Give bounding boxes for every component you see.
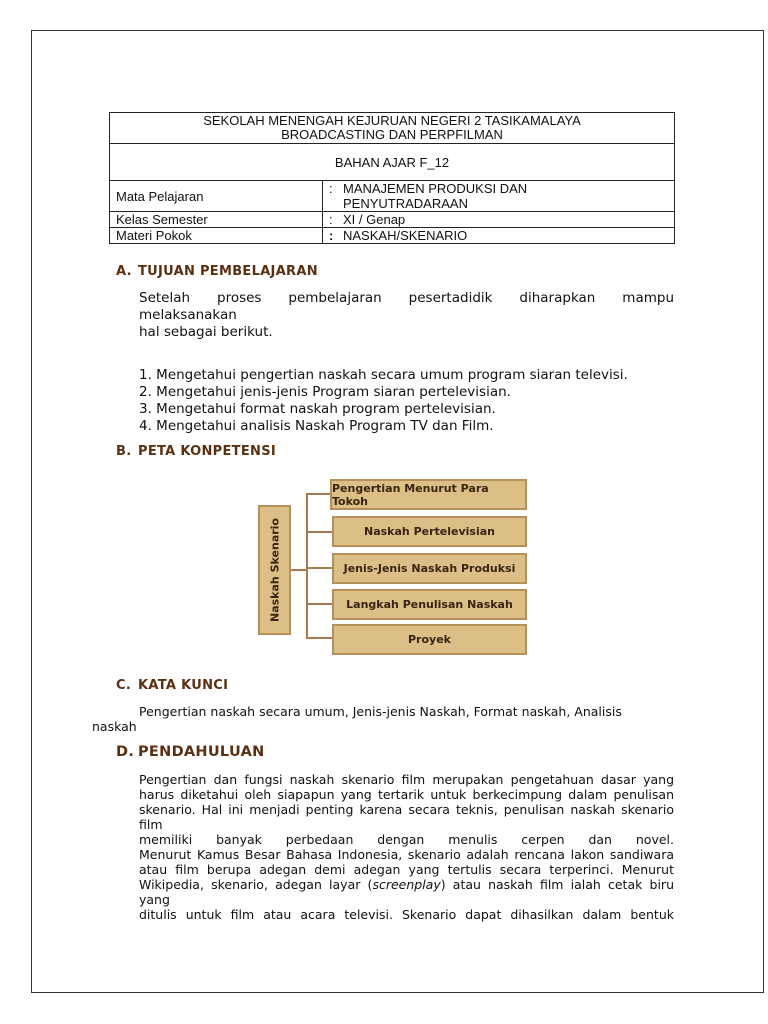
paragraph-line: harus diketahui oleh siapapun yang tertarik untuk berkecimpung dalam penulisan xyxy=(139,787,674,802)
connector-line xyxy=(306,567,332,569)
intro-line: hal sebagai berikut. xyxy=(139,324,273,340)
row-value: NASKAH/SKENARIO xyxy=(343,228,468,243)
section-letter: B. xyxy=(116,444,132,459)
school-name: SEKOLAH MENENGAH KEJURUAN NEGERI 2 TASIKAMALAYA xyxy=(203,113,581,128)
connector-line xyxy=(291,569,307,571)
paragraph-line: atau film berupa adegan demi adegan yang tertulis secara terperinci. Menurut xyxy=(139,862,674,877)
diagram-root-label: Naskah Skenario xyxy=(268,518,281,622)
doc-title: BAHAN AJAR F_12 xyxy=(334,154,450,170)
section-d-heading xyxy=(116,744,265,760)
diagram-branch-label: Jenis-Jenis Naskah Produksi xyxy=(343,562,516,575)
row-sep: : xyxy=(329,212,333,227)
diagram-branch-label: Pengertian Menurut Para Tokoh xyxy=(332,481,489,508)
section-letter: D. xyxy=(116,744,135,760)
intro-line: Setelah proses pembelajaran pesertadidik diharapkan mampu xyxy=(139,290,674,306)
intro-paragraph xyxy=(139,772,674,922)
section-title: PETA KONPETENSI xyxy=(138,444,277,459)
keywords-line-cont: naskah xyxy=(92,719,137,734)
doc-title-cell xyxy=(110,144,675,181)
section-title: KATA KUNCI xyxy=(138,678,229,693)
section-title: PENDAHULUAN xyxy=(138,744,265,760)
row-sep: : xyxy=(329,181,333,196)
school-cell xyxy=(110,113,675,144)
connector-line xyxy=(306,531,332,533)
paragraph-line: ditulis untuk film atau acara televisi. Skenario dapat dihasilkan dalam bentuk xyxy=(139,907,674,922)
connector-line xyxy=(306,493,332,495)
keywords-line: Pengertian naskah secara umum, Jenis-jenis Naskah, Format naskah, Analisis xyxy=(139,704,622,719)
list-item: 4. Mengetahui analisis Naskah Program TV dan Film. xyxy=(139,418,494,434)
diagram-root-box xyxy=(258,505,291,635)
section-letter: C. xyxy=(116,678,132,693)
section-a-heading xyxy=(116,264,318,279)
section-title: TUJUAN PEMBELAJARAN xyxy=(138,264,318,279)
row-label-cell xyxy=(110,212,323,228)
diagram-branch-label: Proyek xyxy=(408,633,451,646)
row-sep: : xyxy=(329,228,334,243)
section-c-heading xyxy=(116,678,228,693)
row-value-cell xyxy=(323,228,675,244)
row-label-cell xyxy=(110,181,323,212)
italic-term: screenplay xyxy=(372,877,441,892)
paragraph-line: yang xyxy=(139,892,170,907)
paragraph-line: memiliki banyak perbedaan dengan menulis cerpen dan novel. xyxy=(139,832,674,847)
text-run: ) atau naskah film ialah cetak biru xyxy=(440,877,674,892)
header-table xyxy=(109,112,675,244)
row-value-cont: PENYUTRADARAAN xyxy=(343,196,468,211)
objectives-list xyxy=(139,367,679,435)
intro-line: melaksanakan xyxy=(139,307,237,323)
diagram-branch-box xyxy=(332,516,527,547)
row-value: MANAJEMEN PRODUKSI DAN xyxy=(343,181,528,196)
row-label: Materi Pokok xyxy=(116,228,192,243)
diagram-branch-label: Langkah Penulisan Naskah xyxy=(346,598,513,611)
paragraph-line: skenario. Hal ini menjadi penting karena secara teknis, penulisan naskah skenario xyxy=(139,802,674,817)
section-a-intro xyxy=(139,290,674,341)
paragraph-line: film xyxy=(139,817,163,832)
text-run: Wikipedia, skenario, adegan layar ( xyxy=(139,877,373,892)
row-value-cell xyxy=(323,212,675,228)
list-item: 1. Mengetahui pengertian naskah secara umum program siaran televisi. xyxy=(139,367,628,383)
row-label: Mata Pelajaran xyxy=(116,188,204,204)
paragraph-line: Menurut Kamus Besar Bahasa Indonesia, skenario adalah rencana lakon sandiwara xyxy=(139,847,674,862)
row-label-cell xyxy=(110,228,323,244)
row-value-cell xyxy=(323,181,675,212)
paragraph-line: Pengertian dan fungsi naskah skenario film merupakan pengetahuan dasar yang xyxy=(139,772,674,787)
row-value: XI / Genap xyxy=(343,212,406,227)
diagram-branch-box xyxy=(332,589,527,620)
diagram-branch-box xyxy=(332,624,527,655)
program-name: BROADCASTING DAN PERPFILMAN xyxy=(281,127,503,142)
section-letter: A. xyxy=(116,264,132,279)
list-item: 2. Mengetahui jenis-jenis Program siaran pertelevisian. xyxy=(139,384,511,400)
connector-line xyxy=(306,494,308,638)
diagram-branch-box xyxy=(330,479,527,510)
diagram-branch-box xyxy=(332,553,527,584)
diagram-branch-label: Naskah Pertelevisian xyxy=(364,525,495,538)
paragraph-line xyxy=(139,877,674,892)
connector-line xyxy=(306,637,332,639)
section-b-heading xyxy=(116,444,276,459)
list-item: 3. Mengetahui format naskah program pertelevisian. xyxy=(139,401,496,417)
row-label: Kelas Semester xyxy=(116,212,208,227)
connector-line xyxy=(306,603,332,605)
